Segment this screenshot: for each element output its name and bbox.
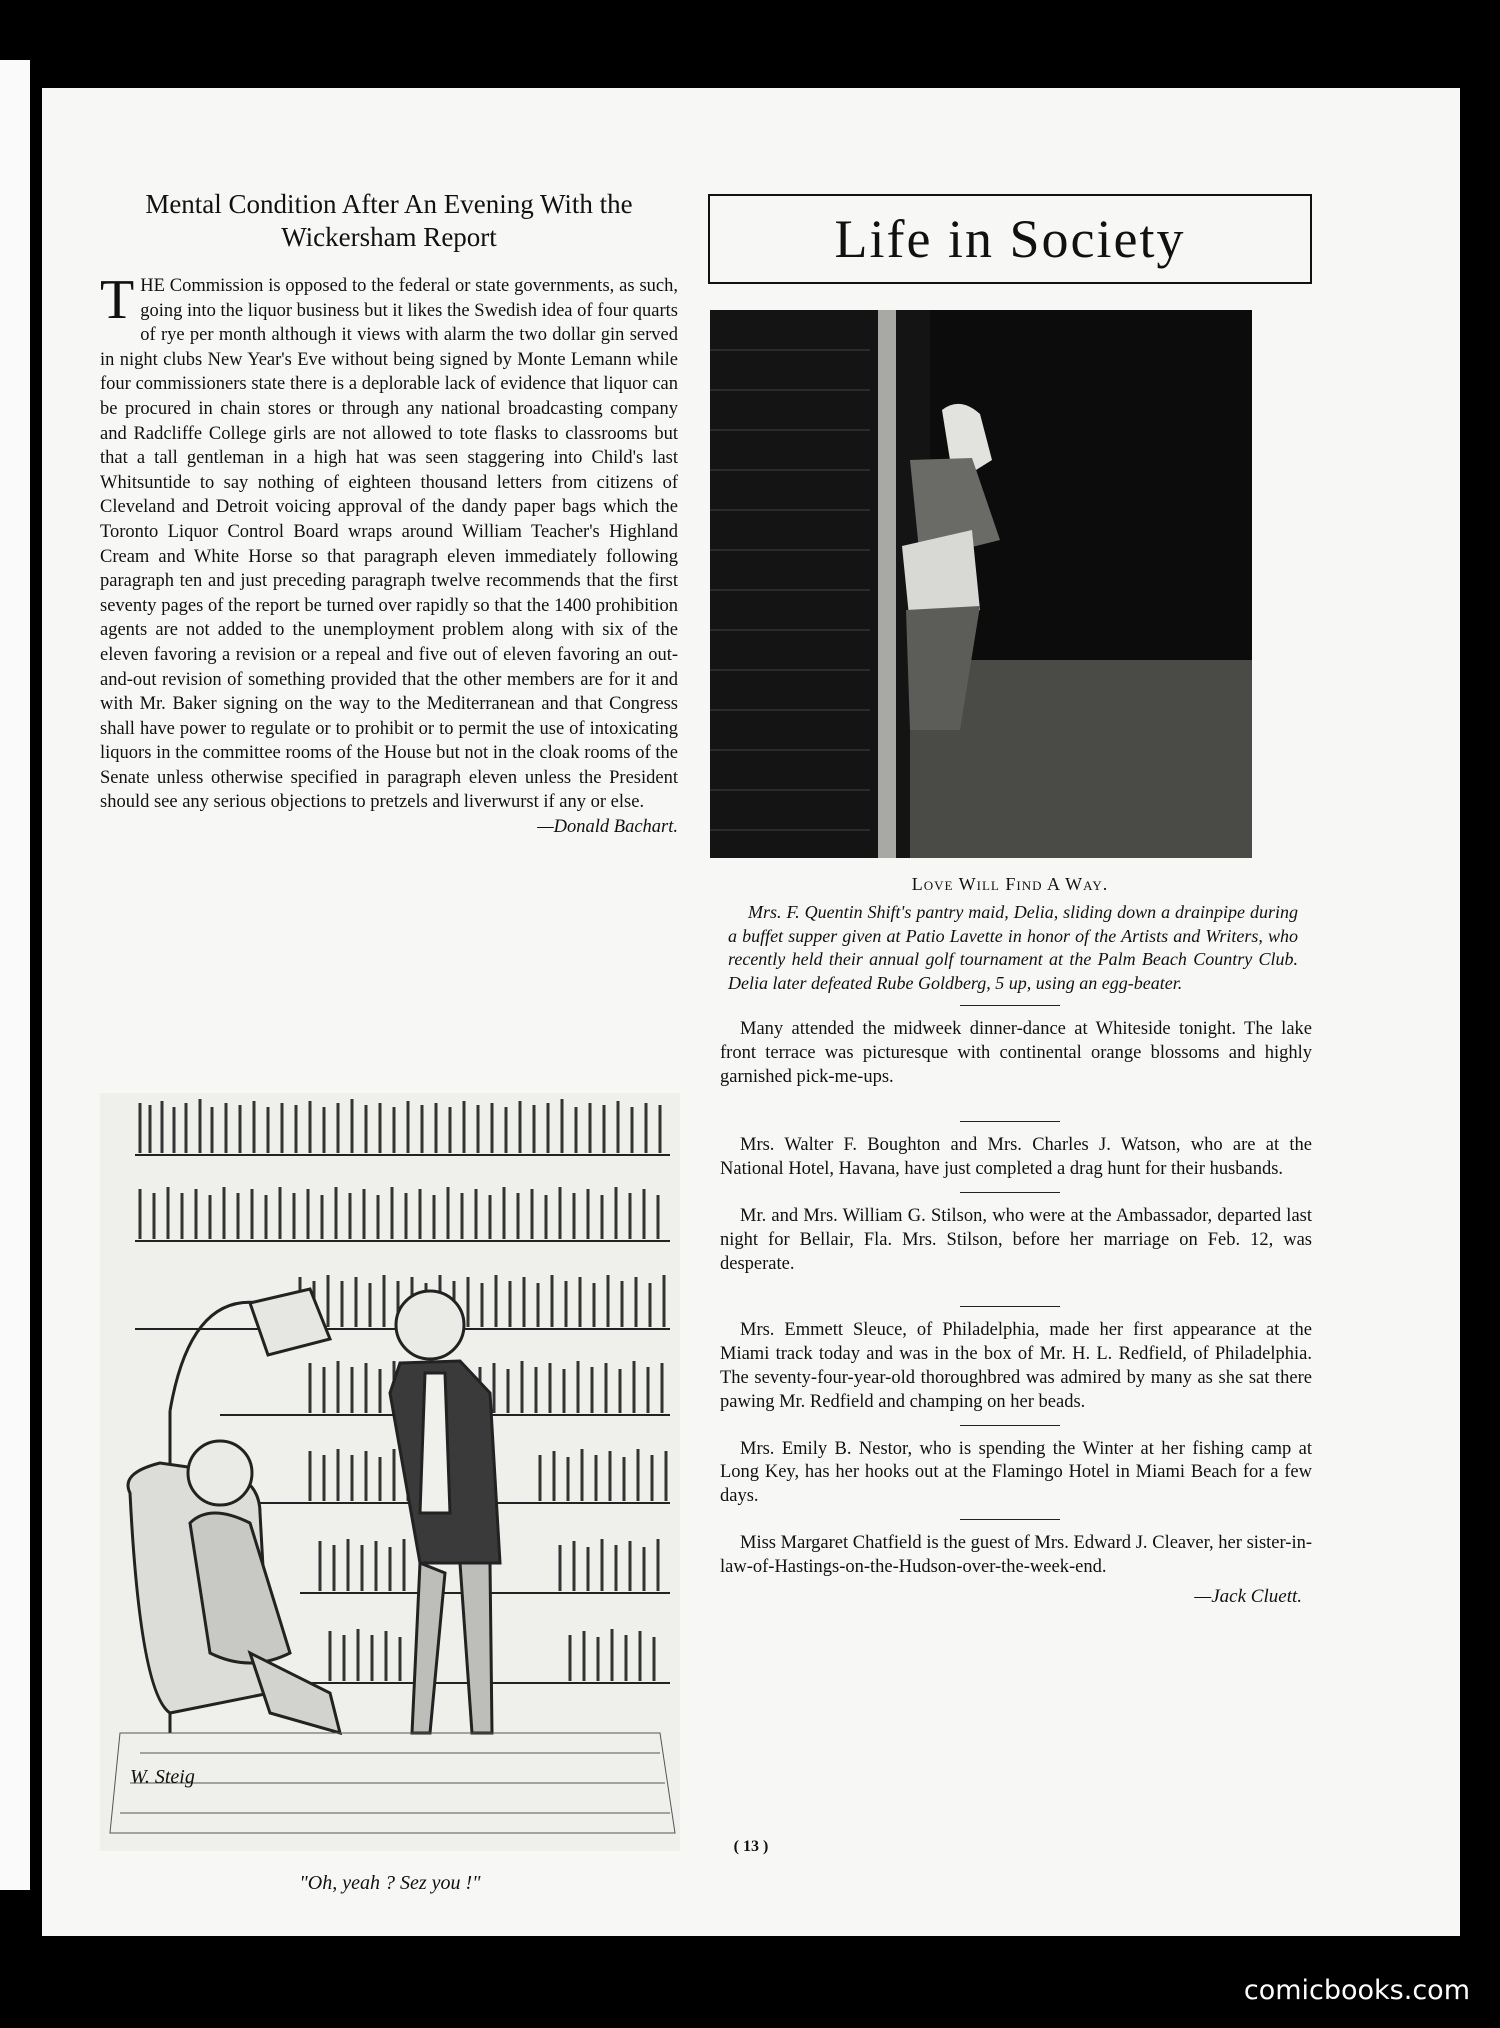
column-author: —Jack Cluett. — [1194, 1585, 1302, 1607]
society-item: Miss Margaret Chatfield is the guest of Mrs. Edward J. Cleaver, her sister-in-law-of-Hastings-on-the-Hudson-over-the-week-end. — [720, 1532, 1312, 1577]
divider — [960, 1121, 1060, 1122]
article-signature: —Donald Bachart. — [537, 817, 678, 838]
society-item: Mrs. Walter F. Boughton and Mrs. Charles J. Watson, who are at the National Hotel, Havana, have just completed a drag hunt for their husbands. — [720, 1135, 1312, 1180]
cartoon-caption: "Oh, yeah ? Sez you !" — [299, 1872, 481, 1894]
photo-caption: Mrs. F. Quentin Shift's pantry maid, Delia, sliding down a drainpipe during a buffet supper given at Patio Lavette in honor of the Artists and Writers, who recently held their annual golf tournament at the Palm Beach Country Club. Delia later defeated Rube Goldberg, 5 up, using an egg-beater. — [728, 902, 1298, 993]
page-spine — [0, 60, 30, 1890]
photo-caption-title: Love Will Find A Way. — [911, 874, 1109, 894]
photo-image — [710, 310, 1252, 858]
cartoon-illustration — [100, 1093, 680, 1851]
article-body — [100, 269, 678, 838]
left-column — [100, 188, 678, 1894]
society-item: Mr. and Mrs. William G. Stilson, who were at the Ambassador, departed last night for Bellair, Fla. Mrs. Stilson, before her marriage on Feb. 12, was desperate. — [720, 1205, 1312, 1274]
society-item: Mrs. Emmett Sleuce, of Philadelphia, made her first appearance at the Miami track today and was in the box of Mr. H. L. Redfield, of Philadelphia. The seventy-four-year-old thoroughbred was admired by many as she sat there pawing Mr. Redfield and champing on her beads. — [720, 1320, 1312, 1412]
divider — [960, 1005, 1060, 1006]
divider — [960, 1192, 1060, 1193]
drop-cap: T — [100, 269, 135, 331]
article-headline: Mental Condition After An Evening With the Wickersham Report — [145, 189, 633, 252]
magazine-page — [42, 88, 1460, 1936]
right-column — [708, 194, 1312, 1608]
artist-signature: W. Steig — [130, 1766, 195, 1788]
article-text: HE Commission is opposed to the federal or state governments, as such, going into the liquor business but it likes the Swedish idea of four quarts of rye per month although it views with alarm the two dollar gin served in night clubs New Year's Eve without being signed by Monte Lemann while four commissioners state there is a deplorable lack of evidence that liquor can be procured in chain stores or through any national broadcasting company and Radcliffe College girls are not allowed to tote flasks to classrooms but that a tall gentleman in a high hat was seen staggering into Child's last Whitsuntide to say nothing of eighteen thousand letters from citizens of Cleveland and Detroit voicing approval of the dandy paper bags which the Toronto Liquor Control Board wraps around William Teacher's Highland Cream and White Horse so that paragraph eleven immediately following paragraph ten and just preceding paragraph twelve recommends that the first seventy pages of the report be turned over rapidly so that the 1400 prohibition agents are not added to the unemployment problem along with six of the eleven favoring a revision or a repeal and five out of eleven favoring an out-and-out revision of something provided that the other members are for it and with Mr. Baker signing on the way to the Mediterranean and that Congress shall have power to regulate or to prohibit or to permit the use of intoxicating liquors in the committee rooms of the House but not in the cloak rooms of the Senate unless otherwise specified in paragraph eleven unless the President should see any serious objections to pretzels and liverwurst if any or else. — [100, 276, 678, 813]
drainpipe — [878, 310, 896, 858]
page-number: ( 13 ) — [733, 1838, 769, 1855]
divider — [960, 1306, 1060, 1307]
section-title: Life in Society — [708, 194, 1312, 284]
society-item: Many attended the midweek dinner-dance at Whiteside tonight. The lake front terrace was picturesque with continental orange blossoms and highly garnished pick-me-ups. — [720, 1019, 1312, 1087]
cartoon-drawing — [100, 1093, 680, 1851]
divider — [960, 1425, 1060, 1426]
divider — [960, 1519, 1060, 1520]
watermark: comicbooks.com — [1243, 1975, 1470, 2006]
photo-maid-drainpipe — [710, 310, 1252, 858]
society-item: Mrs. Emily B. Nestor, who is spending the Winter at her fishing camp at Long Key, has her hooks out at the Flamingo Hotel in Miami Beach for a few days. — [720, 1438, 1312, 1507]
